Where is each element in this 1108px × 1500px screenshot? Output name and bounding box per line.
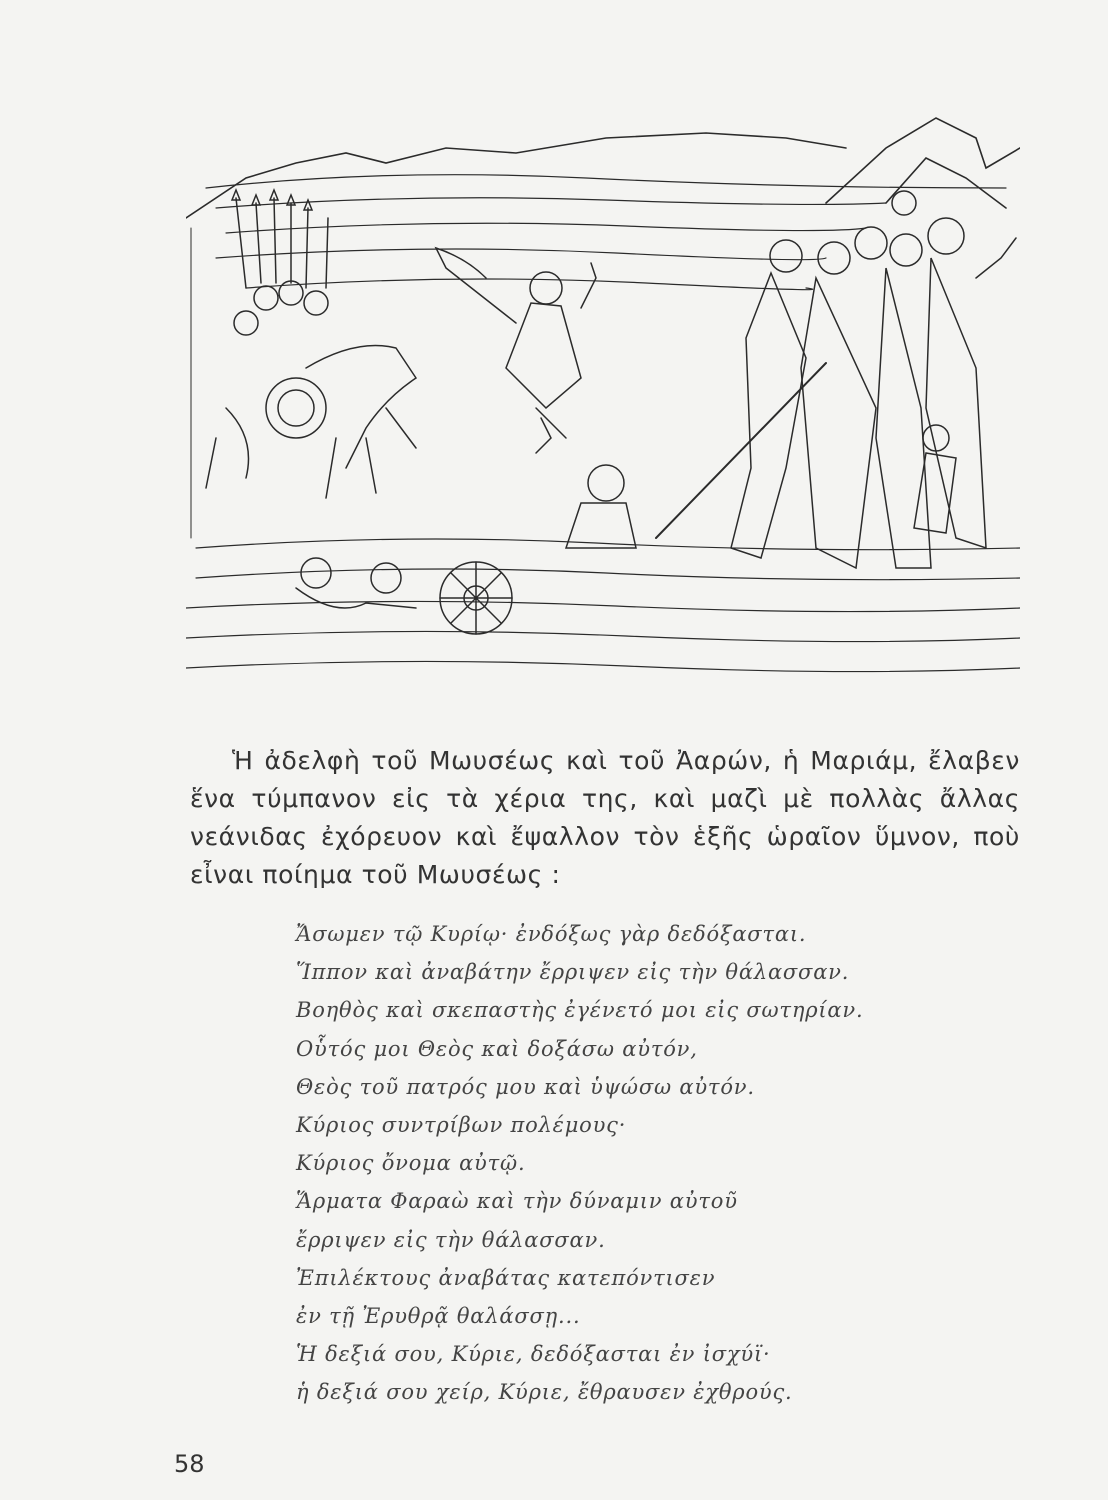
hymn-line: ἔρριψεν εἰς τὴν θάλασσαν. xyxy=(296,1227,606,1252)
hymn-verse-block xyxy=(296,915,936,1412)
hymn-line: Ἐπιλέκτους ἀναβάτας κατεπόντισεν xyxy=(296,1265,716,1290)
hymn-line: Ἡ δεξιά σου, Κύριε, δεδόξασται ἐν ἰσχύϊ· xyxy=(296,1342,771,1367)
hymn-line: Κύριος συντρίβων πολέμους· xyxy=(296,1113,627,1138)
hymn-line: Βοηθὸς καὶ σκεπαστὴς ἐγένετό μοι εἰς σωτηρίαν. xyxy=(296,998,864,1023)
narrative-paragraph xyxy=(190,742,1020,894)
engraving-illustration xyxy=(186,108,1020,683)
hymn-line: Ἄσωμεν τῷ Κυρίῳ· ἐνδόξως γὰρ δεδόξασται. xyxy=(296,922,807,946)
hymn-line: Θεὸς τοῦ πατρός μου καὶ ὑψώσω αὐτόν. xyxy=(296,1074,755,1099)
crossing-red-sea-engraving-icon xyxy=(186,108,1020,683)
hymn-line: Ἅρματα Φαραὼ καὶ τὴν δύναμιν αὐτοῦ xyxy=(296,1189,738,1214)
hymn-line: ἡ δεξιά σου χείρ, Κύριε, ἔθραυσεν ἐχθρούς. xyxy=(296,1380,793,1405)
hymn-line: Ἵππον καὶ ἀναβάτην ἔρριψεν εἰς τὴν θάλασσαν. xyxy=(296,960,850,985)
hymn-line: Οὗτός μοι Θεὸς καὶ δοξάσω αὐτόν, xyxy=(296,1036,698,1061)
page-number: 58 xyxy=(174,1450,205,1478)
narrative-text: Ἡ ἀδελφὴ τοῦ Μωυσέως καὶ τοῦ Ἀαρών, ἡ Μαριάμ, ἔλαβεν ἕνα τύμπανον εἰς τὰ χέρια της, καὶ μαζὶ μὲ πολλὰς ἄλλας νεάνιδας ἐχόρευον καὶ ἔψαλλον τὸν ἑξῆς ὡραῖον ὕμνον, ποὺ εἶναι ποίημα τοῦ Μωυσέως : xyxy=(190,746,1020,889)
hymn-line: ἐν τῇ Ἐρυθρᾷ θαλάσσῃ... xyxy=(296,1304,581,1329)
hymn-line: Κύριος ὄνομα αὐτῷ. xyxy=(296,1151,526,1176)
